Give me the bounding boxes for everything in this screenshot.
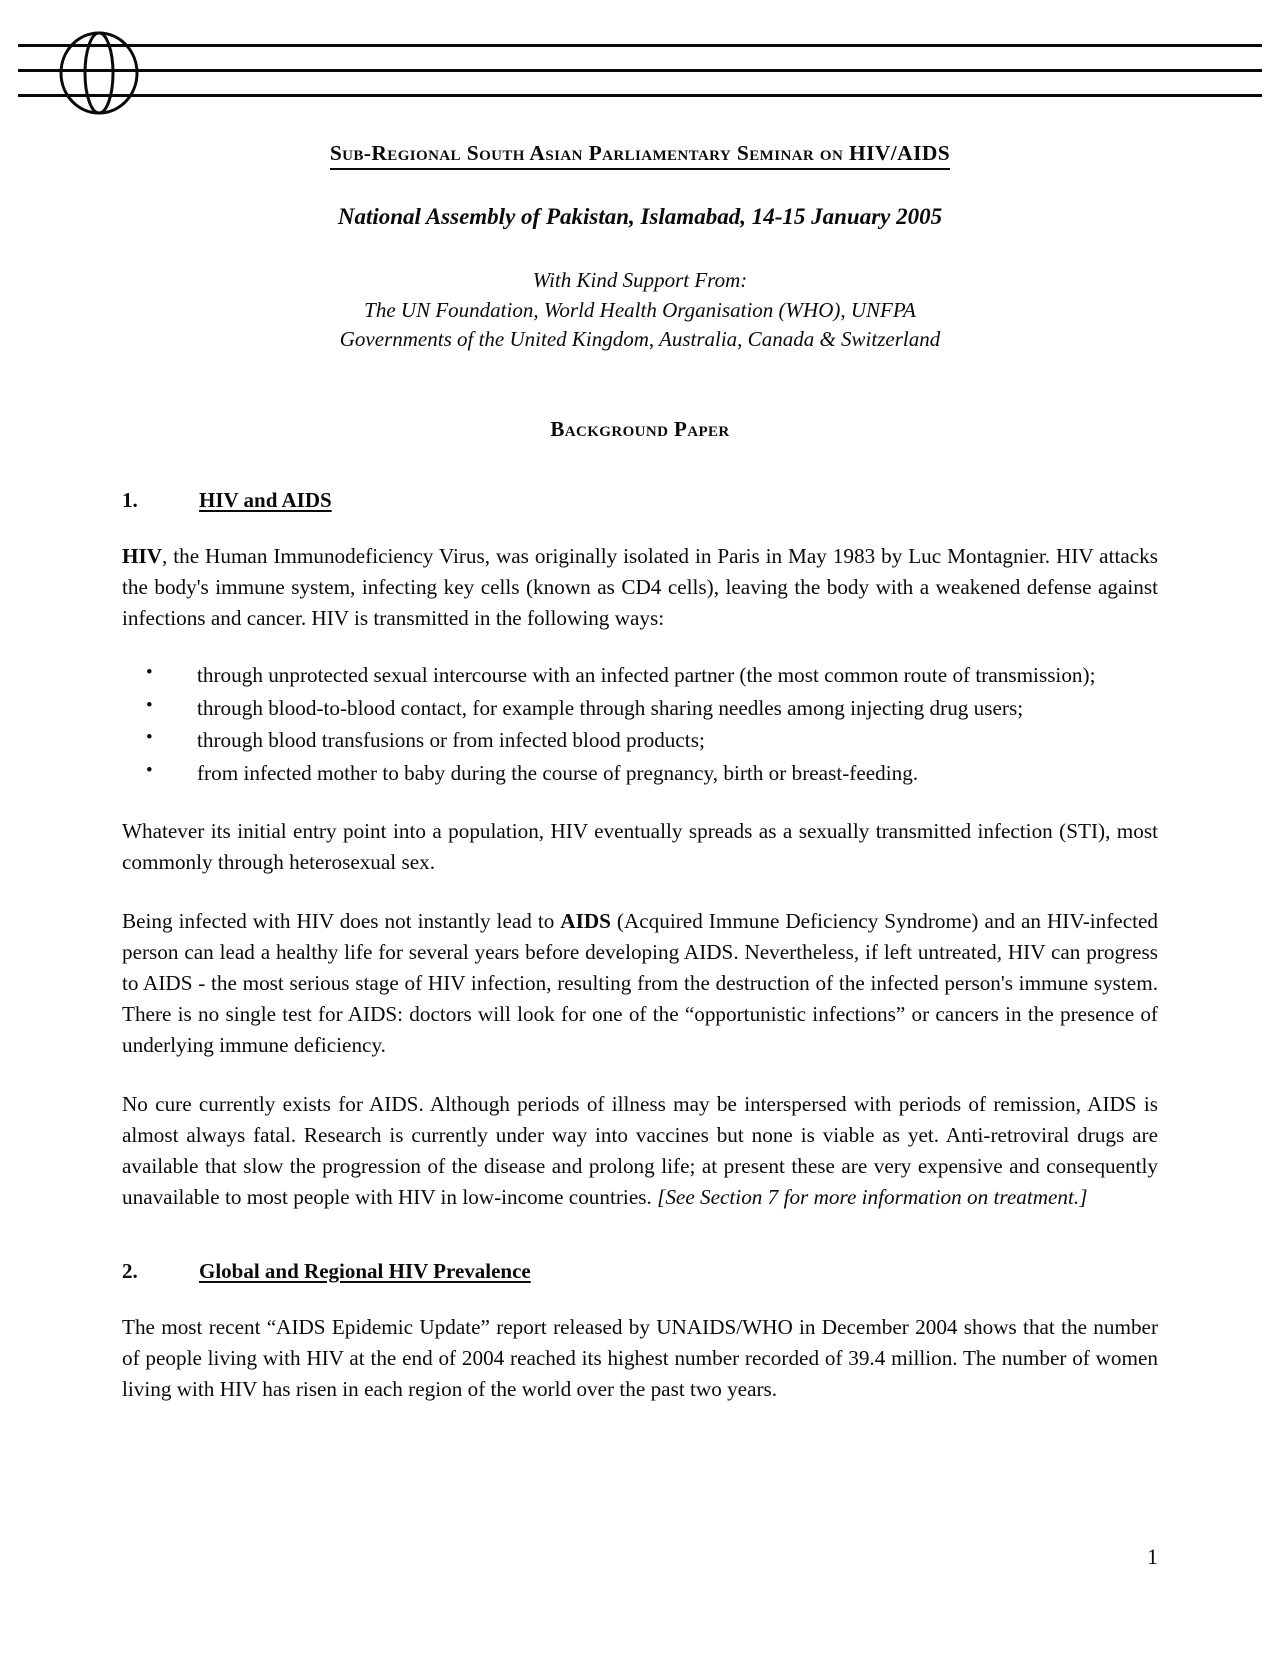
support-line-2: Governments of the United Kingdom, Australia, Canada & Switzerland <box>339 327 941 352</box>
section-number-1: 1. <box>122 488 138 513</box>
paragraph-aids <box>122 906 1158 1061</box>
list-item: • from infected mother to baby during the course of pregnancy, birth or breast-feeding. <box>122 758 1158 789</box>
globe-icon <box>38 31 160 115</box>
list-item: • through blood transfusions or from infected blood products; <box>122 725 1158 756</box>
no-cure-text: No cure currently exists for AIDS. Although periods of illness may be interspersed with periods of remission, AIDS is almost always fatal. Research is currently under way into vaccines but none is viable as yet. Anti-retroviral drugs are available that slow the progression of the disease and prolong life; at present these are very expensive and consequently unavailable to most people with HIV in low-income countries. <box>122 1091 1158 1209</box>
document-body <box>122 488 1158 1404</box>
document-kind-heading: Background Paper <box>550 417 730 442</box>
title-block <box>0 140 1280 355</box>
aids-text-pre: Being infected with HIV does not instantly lead to <box>122 909 561 934</box>
seminar-title: Sub-Regional South Asian Parliamentary Seminar on HIV/AIDS <box>330 140 950 170</box>
paragraph-no-cure <box>122 1089 1158 1213</box>
list-item: • through unprotected sexual intercourse with an infected partner (the most common route of transmission); <box>122 660 1158 691</box>
list-item: • through blood-to-blood contact, for example through sharing needles among injecting drug users; <box>122 693 1158 724</box>
hiv-intro-rest: , the Human Immunodeficiency Virus, was originally isolated in Paris in May 1983 by Luc Montagnier. HIV attacks the body's immune system, infecting key cells (known as CD4 cells), leaving the body with a weakened defense against infections and cancer. HIV is transmitted in the following ways: <box>122 544 1158 631</box>
support-label: With Kind Support From: <box>532 267 748 292</box>
seminar-subtitle: National Assembly of Pakistan, Islamabad, 14-15 January 2005 <box>337 203 943 229</box>
paragraph-sti: Whatever its initial entry point into a population, HIV eventually spreads as a sexually transmitted infection (STI), most commonly through heterosexual sex. <box>122 819 1158 875</box>
letterhead-rule-3 <box>18 94 1262 97</box>
support-line-1: The UN Foundation, World Health Organisation (WHO), UNFPA <box>364 297 916 322</box>
hiv-lead-bold: HIV <box>122 544 163 569</box>
section-title-1: HIV and AIDS <box>199 488 332 513</box>
section-title-2: Global and Regional HIV Prevalence <box>199 1258 531 1283</box>
section-heading-2 <box>122 1259 1158 1284</box>
support-block <box>0 266 1280 355</box>
page-number: 1 <box>1147 1544 1158 1569</box>
transmission-bullet-list <box>122 660 1158 788</box>
letterhead-rules <box>18 44 1262 97</box>
aids-text-post: (Acquired Immune Deficiency Syndrome) and an HIV-infected person can lead a healthy life for several years before developing AIDS. Nevertheless, if left untreated, HIV can progress to AIDS - the most serious stage of HIV infection, resulting from the destruction of the infected person's immune system. There is no single test for AIDS: doctors will look for one of the “opportunistic infections” or cancers in the presence of underlying immune deficiency. <box>122 909 1158 1057</box>
section-number-2: 2. <box>122 1258 138 1283</box>
treatment-cross-reference: [See Section 7 for more information on treatment.] <box>657 1184 1088 1209</box>
letterhead-rule-2 <box>18 69 1262 72</box>
letterhead <box>0 0 1280 112</box>
aids-bold: AIDS <box>560 909 611 934</box>
letterhead-rule-1 <box>18 44 1262 47</box>
paragraph-hiv-intro <box>122 541 1158 634</box>
section-heading-1 <box>122 488 1158 513</box>
paragraph-prevalence: The most recent “AIDS Epidemic Update” report released by UNAIDS/WHO in December 2004 shows that the number of people living with HIV at the end of 2004 reached its highest number recorded of 39.4 million. The number of women living with HIV has risen in each region of the world over the past two years. <box>122 1314 1158 1401</box>
